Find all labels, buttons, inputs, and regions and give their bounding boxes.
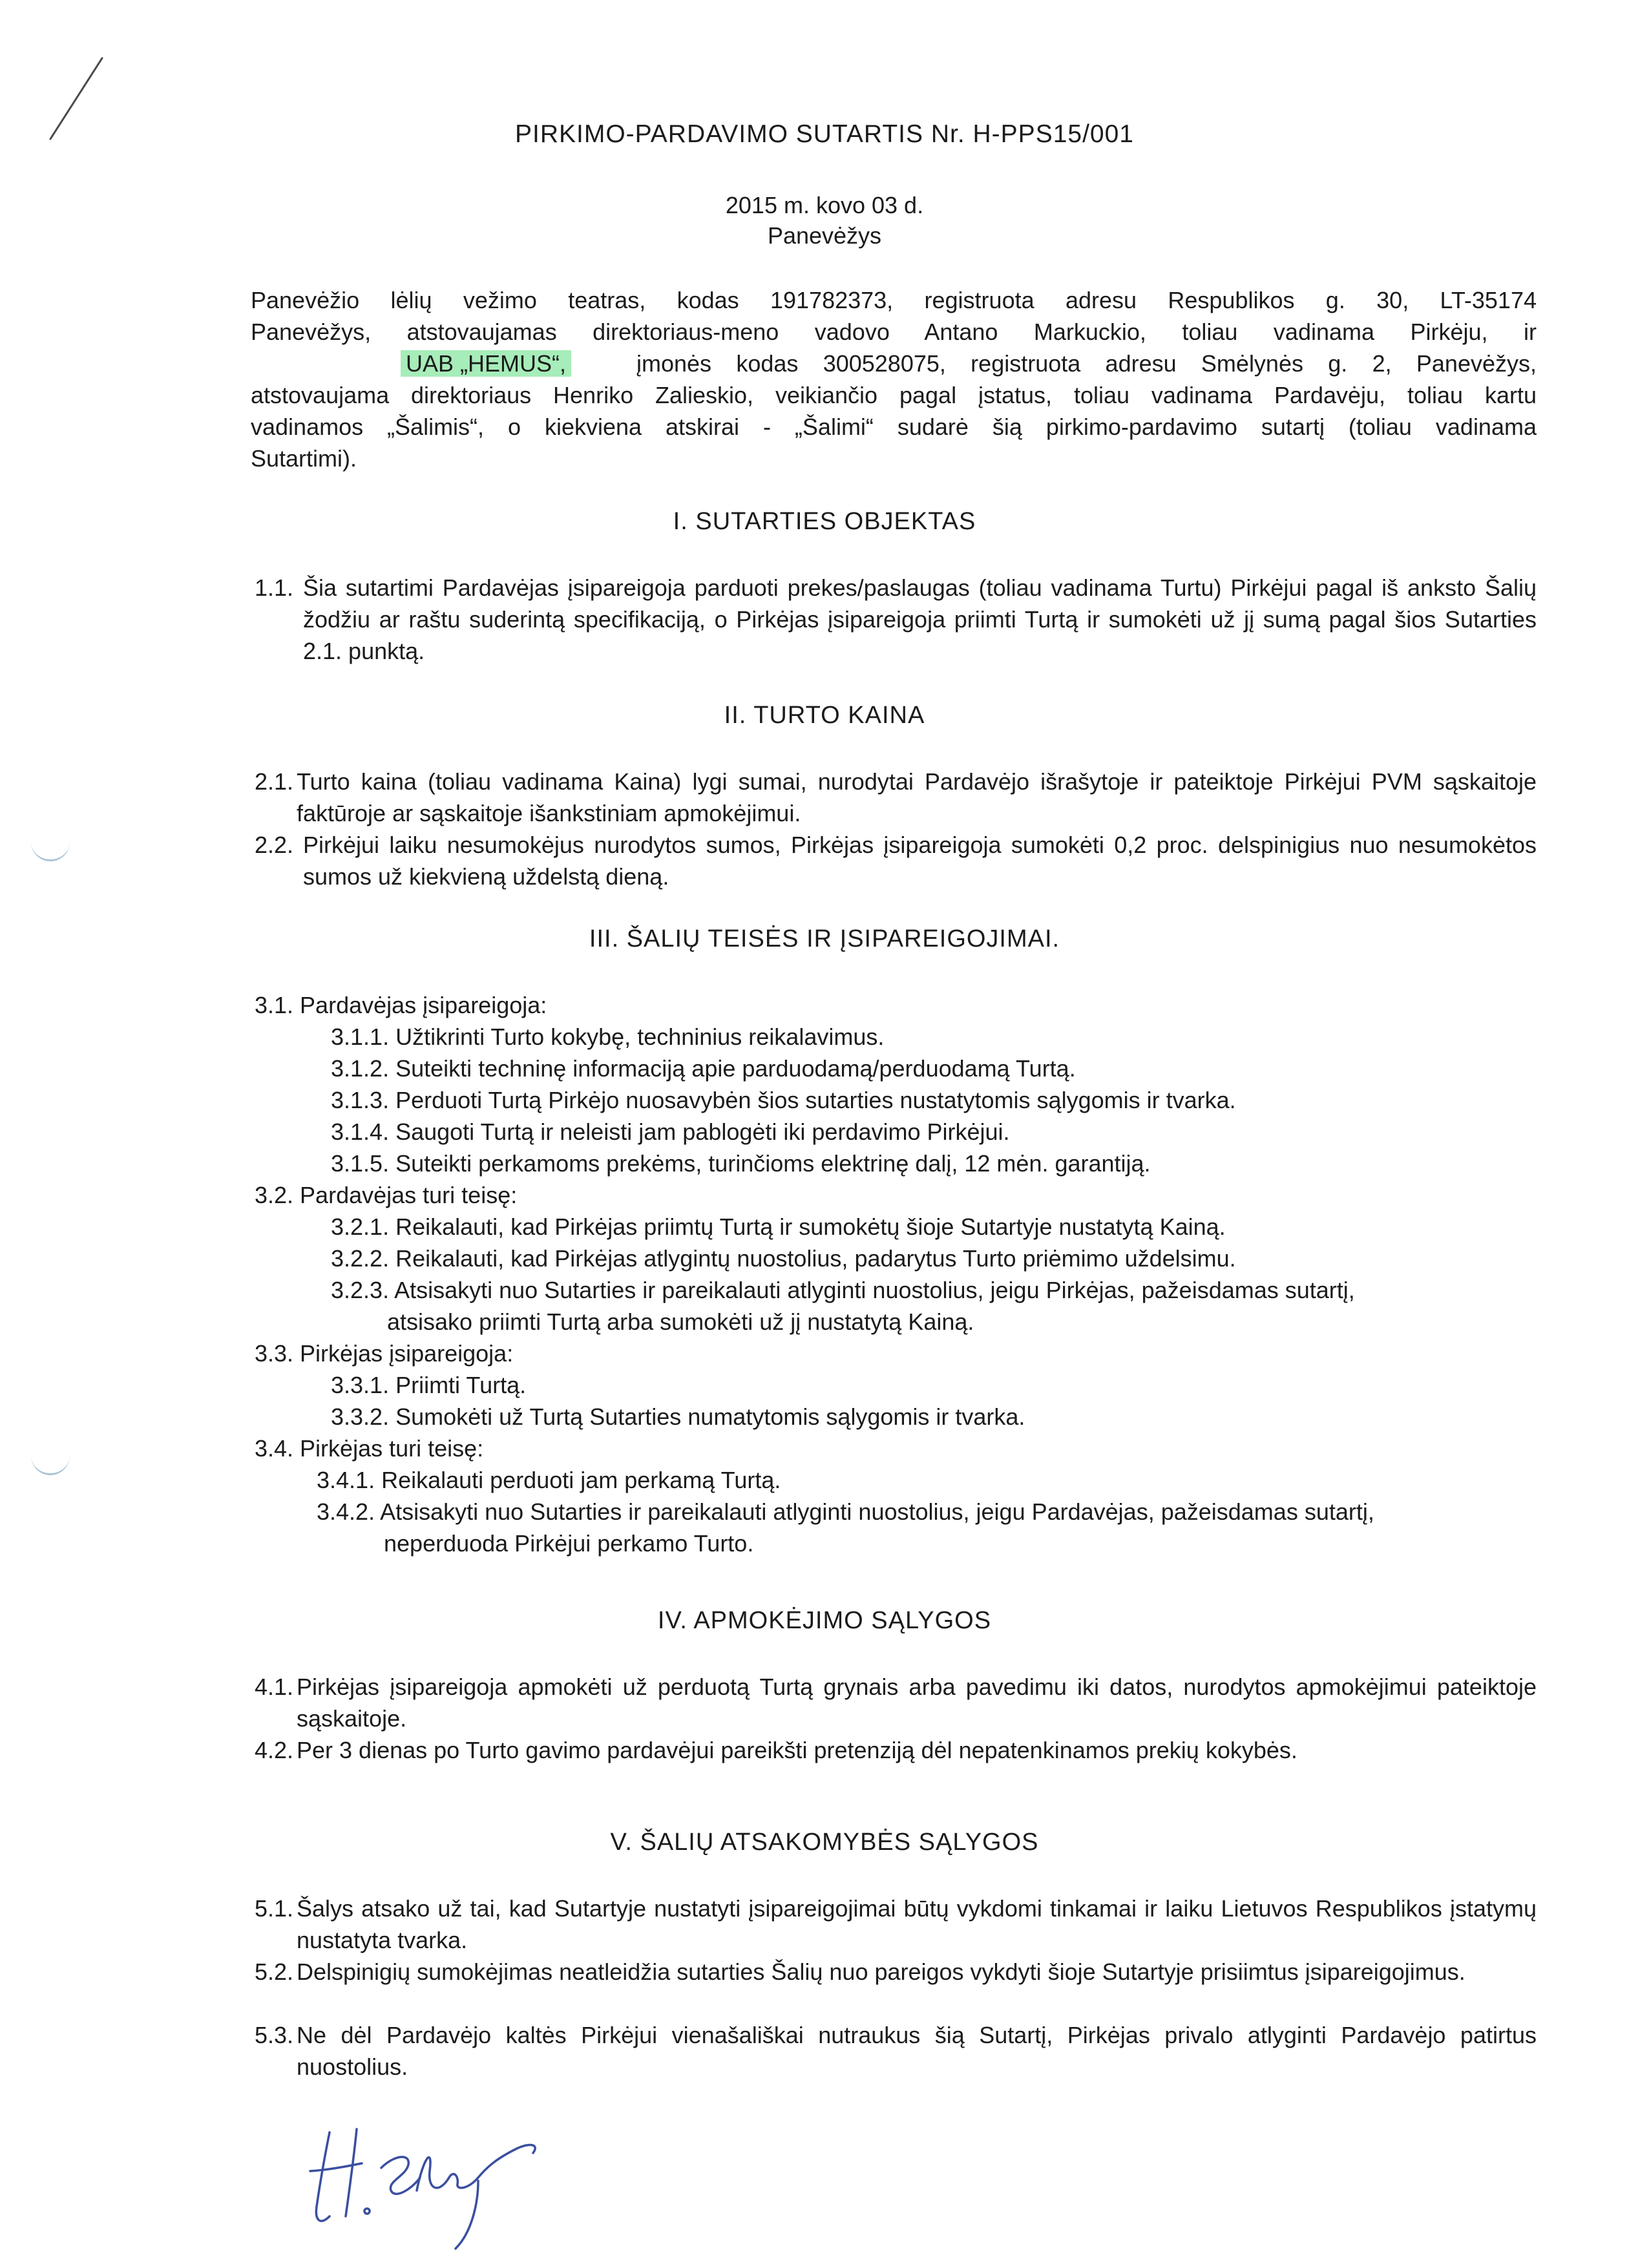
section-3-heading: III. ŠALIŲ TEISĖS IR ĮSIPAREIGOJIMAI. xyxy=(589,925,1060,952)
clause-5-3-number: 5.3. xyxy=(255,2022,294,2048)
clause-3-4-2-line-1: 3.4.2. Atsisakyti nuo Sutarties ir pareikalauti atlyginti nuostolius, jeigu Pardavėjas, pažeisdamas sutartį, xyxy=(317,1498,1374,1525)
clause-2-2-number: 2.2. xyxy=(255,832,294,858)
clause-3-4: 3.4. Pirkėjas turi teisę: xyxy=(255,1435,484,1462)
clause-4-1-number: 4.1. xyxy=(255,1674,294,1700)
clause-3-1-4: 3.1.4. Saugoti Turtą ir neleisti jam pablogėti iki perdavimo Pirkėjui. xyxy=(331,1118,1010,1145)
clause-2-2-text: Pirkėjui laiku nesumokėjus nurodytos sumos, Pirkėjas įsipareigoja sumokėti 0,2 proc. delspinigius nuo nesumokėtos sumos už kiekvieną uždelstą dieną. xyxy=(303,832,1537,890)
clause-4-2-text: Per 3 dienas po Turto gavimo pardavėjui pareikšti pretenziją dėl nepatenkinamos prekių kokybės. xyxy=(297,1737,1297,1763)
section-5-heading: V. ŠALIŲ ATSAKOMYBĖS SĄLYGOS xyxy=(610,1829,1039,1856)
clause-3-1-2: 3.1.2. Suteikti techninę informaciją apie parduodamą/perduodamą Turtą. xyxy=(331,1055,1076,1082)
clause-3-3-2: 3.3.2. Sumokėti už Turtą Sutarties numatytomis sąlygomis ir tvarka. xyxy=(331,1403,1025,1430)
clause-3-1-1: 3.1.1. Užtikrinti Turto kokybę, techninius reikalavimus. xyxy=(331,1024,885,1050)
intro-line-3-rest: įmonės kodas 300528075, registruota adresu Smėlynės g. 2, Panevėžys, xyxy=(636,350,1537,377)
punch-hole-1 xyxy=(31,840,70,861)
intro-line-3-company xyxy=(406,348,571,379)
document-title: PIRKIMO-PARDAVIMO SUTARTIS Nr. H-PPS15/001 xyxy=(515,120,1134,148)
clause-3-2-2: 3.2.2. Reikalauti, kad Pirkėjas atlygintų nuostolius, padarytus Turto priėmimo uždelsimu. xyxy=(331,1245,1236,1272)
clause-3-3-1: 3.3.1. Priimti Turtą. xyxy=(331,1372,527,1398)
clause-5-3-text: Ne dėl Pardavėjo kaltės Pirkėjui vienašališkai nutraukus šią Sutartį, Pirkėjas privalo atlyginti Pardavėjo patirtus nuostolius. xyxy=(297,2022,1537,2080)
clause-3-1-5: 3.1.5. Suteikti perkamoms prekėms, turinčioms elektrinę dalį, 12 mėn. garantiją. xyxy=(331,1150,1151,1177)
document-city: Panevėžys xyxy=(767,222,882,249)
clause-3-1: 3.1. Pardavėjas įsipareigoja: xyxy=(255,992,547,1018)
section-4-heading: IV. APMOKĖJIMO SĄLYGOS xyxy=(657,1607,992,1634)
clause-3-4-2-line-2: neperduoda Pirkėjui perkamo Turto. xyxy=(384,1530,754,1557)
clause-4-2-number: 4.2. xyxy=(255,1737,294,1763)
intro-line-4: atstovaujama direktoriaus Henriko Zalieskio, veikiančio pagal įstatus, toliau vadinama Pardavėju, toliau kartu xyxy=(251,382,1537,408)
clause-3-2-3-line-2: atsisako priimti Turtą arba sumokėti už jį nustatytą Kainą. xyxy=(387,1308,974,1335)
clause-4-1-text: Pirkėjas įsipareigoja apmokėti už perduotą Turtą grynais arba pavedimu iki datos, nurodytos apmokėjimui pateiktoje sąskaitoje. xyxy=(297,1674,1537,1732)
clause-2-1-text: Turto kaina (toliau vadinama Kaina) lygi sumai, nurodytai Pardavėjo išrašytoje ir pateiktoje Pirkėjui PVM sąskaitoje faktūroje ar sąskaitoje išankstiniam apmokėjimui. xyxy=(297,768,1537,826)
clause-5-1-number: 5.1. xyxy=(255,1895,294,1922)
clause-3-4-1: 3.4.1. Reikalauti perduoti jam perkamą Turtą. xyxy=(317,1467,781,1493)
intro-line-2: Panevėžys, atstovaujamas direktoriaus-meno vadovo Antano Markuckio, toliau vadinama Pirkėju, ir xyxy=(251,319,1537,345)
clause-3-2-3-line-1: 3.2.3. Atsisakyti nuo Sutarties ir pareikalauti atlyginti nuostolius, jeigu Pirkėjas, pažeisdamas sutartį, xyxy=(331,1277,1355,1303)
section-1-heading: I. SUTARTIES OBJEKTAS xyxy=(673,508,976,535)
clause-5-1-text: Šalys atsako už tai, kad Sutartyje nustatyti įsipareigojimai būtų vykdomi tinkamai ir laiku Lietuvos Respublikos įstatymų nustatyta tvarka. xyxy=(297,1895,1537,1953)
clause-5-2-text: Delspinigių sumokėjimas neatleidžia sutarties Šalių nuo pareigos vykdyti šioje Sutartyje prisiimtus įsipareigojimus. xyxy=(297,1958,1465,1985)
clause-3-1-3: 3.1.3. Perduoti Turtą Pirkėjo nuosavybėn šios sutarties nustatytomis sąlygomis ir tvarka. xyxy=(331,1087,1236,1113)
clause-1-1-number: 1.1. xyxy=(255,574,294,601)
intro-line-6: Sutartimi). xyxy=(251,445,357,472)
clause-3-2-1: 3.2.1. Reikalauti, kad Pirkėjas priimtų Turtą ir sumokėtų šioje Sutartyje nustatytą Kainą. xyxy=(331,1213,1226,1240)
handwritten-signature xyxy=(284,2094,569,2255)
clause-3-3: 3.3. Pirkėjas įsipareigoja: xyxy=(255,1340,514,1367)
section-2-heading: II. TURTO KAINA xyxy=(724,702,925,729)
punch-hole-2 xyxy=(31,1454,70,1475)
company-name-highlight: UAB „HEMUS“, xyxy=(401,350,571,377)
clause-5-2-number: 5.2. xyxy=(255,1958,294,1985)
clause-2-1-number: 2.1. xyxy=(255,768,294,795)
intro-line-1: Panevėžio lėlių vežimo teatras, kodas 191782373, registruota adresu Respublikos g. 30, LT-35174 xyxy=(251,287,1537,313)
intro-line-5: vadinamos „Šalimis“, o kiekviena atskirai - „Šalimi“ sudarė šią pirkimo-pardavimo sutartį (toliau vadinama xyxy=(251,414,1537,440)
document-date: 2015 m. kovo 03 d. xyxy=(725,192,924,218)
clause-1-1-text: Šia sutartimi Pardavėjas įsipareigoja parduoti prekes/paslaugas (toliau vadinama Turtu) Pirkėjui pagal iš anksto Šalių žodžiu ar raštu suderintą specifikaciją, o Pirkėjas įsipareigoja priimti Turtą ir sumokėti už jį sumą pagal šios Sutarties 2.1. punktą. xyxy=(303,574,1537,664)
clause-3-2: 3.2. Pardavėjas turi teisę: xyxy=(255,1182,518,1208)
